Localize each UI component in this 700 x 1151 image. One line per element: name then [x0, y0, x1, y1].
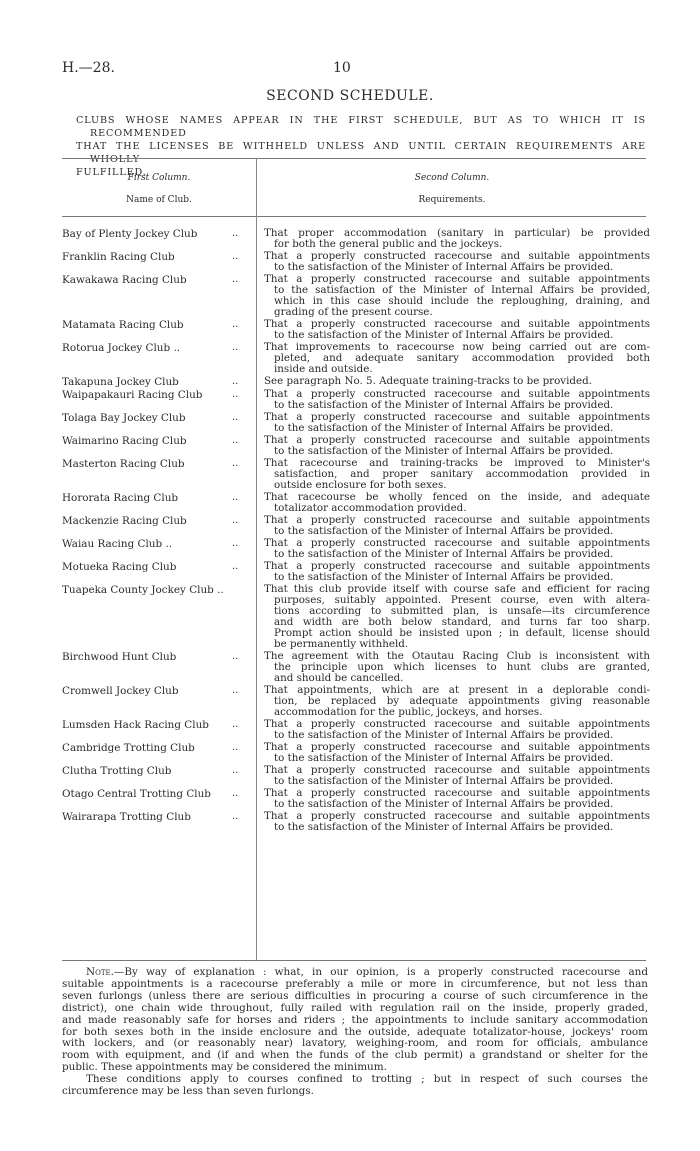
requirement-cell	[256, 788, 650, 810]
requirement-line: That a properly constructed racecourse and suitable appointments	[264, 273, 650, 285]
explanatory-note	[62, 967, 648, 1098]
table-row	[62, 228, 650, 250]
requirement-line: to the satisfaction of the Minister of Internal Affairs be provided.	[274, 548, 614, 560]
requirement-line: That a properly constructed racecourse and suitable appointments	[264, 560, 650, 572]
club-name: Motueka Racing Club	[62, 561, 177, 573]
requirement-line: pleted, and adequate sanitary accommodation provided both	[274, 352, 650, 364]
leader-dots: ..	[232, 376, 239, 387]
requirement-line: to the satisfaction of the Minister of Internal Affairs be provided.	[274, 821, 614, 833]
club-name-cell	[62, 435, 256, 457]
club-name-cell	[62, 561, 256, 583]
table-row	[62, 412, 650, 434]
club-name: Bay of Plenty Jockey Club	[62, 228, 198, 240]
requirement-line: totalizator accommodation provided.	[274, 502, 467, 514]
requirement-cell	[256, 458, 650, 491]
requirement-line: to the satisfaction of the Minister of Internal Affairs be provided.	[274, 571, 614, 583]
requirement-cell	[256, 584, 650, 650]
club-name: Waimarino Racing Club	[62, 435, 187, 447]
requirement-line: to the satisfaction of the Minister of Internal Affairs be provided.	[274, 798, 614, 810]
note-line: district), one chain wide throughout, fully railed with regulation rail on the inside, properly graded,	[62, 1001, 648, 1014]
requirement-line: to the satisfaction of the Minister of Internal Affairs be provided.	[274, 329, 614, 341]
requirement-line: That a properly constructed racecourse and suitable appointments	[264, 434, 650, 446]
club-name: Matamata Racing Club	[62, 319, 184, 331]
note-line: room with equipment, and (if and when the funds of the club permit) a grandstand or shelter for the	[62, 1049, 648, 1062]
requirement-line: That a properly constructed racecourse and suitable appointments	[264, 764, 650, 776]
club-name-cell	[62, 251, 256, 273]
requirement-line: and should be cancelled.	[274, 672, 404, 684]
note-line: public. These appointments may be considered the minimum.	[62, 1061, 387, 1074]
club-name-cell	[62, 584, 256, 650]
leader-dots: ..	[232, 228, 239, 239]
requirement-line: accommodation for the public, jockeys, and horses.	[274, 706, 543, 718]
second-column-name: Requirements.	[418, 195, 486, 205]
intro-line: CLUBS WHOSE NAMES APPEAR IN THE FIRST SCHEDULE, BUT AS TO WHICH IT IS RECOMMENDED	[76, 115, 646, 139]
table-row	[62, 319, 650, 341]
note-line: for both sexes both in the inside enclosure and the outside, adequate totalizator-house, jockeys' room	[62, 1025, 648, 1038]
requirement-cell	[256, 319, 650, 341]
club-name-cell	[62, 389, 256, 411]
requirement-line: That this club provide itself with course safe and efficient for racing	[264, 583, 650, 595]
schedule-title: SECOND SCHEDULE.	[266, 88, 434, 104]
club-name-cell	[62, 458, 256, 491]
requirement-line: and width are both below standard, and turns far too sharp.	[274, 616, 650, 628]
note-line: These conditions apply to courses confined to trotting ; but in respect of such courses the	[86, 1073, 648, 1086]
club-name: Waipapakauri Racing Club	[62, 389, 203, 401]
requirement-line: See paragraph No. 5. Adequate training-tracks to be provided.	[264, 375, 592, 387]
table-row	[62, 458, 650, 491]
requirement-cell	[256, 435, 650, 457]
leader-dots: ..	[232, 742, 239, 753]
leader-dots: ..	[232, 538, 239, 549]
leader-dots: ..	[232, 719, 239, 730]
leader-dots: ..	[232, 458, 239, 469]
table-row	[62, 274, 650, 318]
club-name-cell	[62, 319, 256, 341]
table-row	[62, 788, 650, 810]
club-name: Tuapeka County Jockey Club ..	[62, 584, 224, 596]
requirement-line: to the satisfaction of the Minister of Internal Affairs be provided.	[274, 445, 614, 457]
first-column-name: Name of Club.	[126, 195, 192, 205]
table-row	[62, 251, 650, 273]
club-name-cell	[62, 742, 256, 764]
intro-line: THAT THE LICENSES BE WITHHELD UNLESS AND UNTIL CERTAIN REQUIREMENTS ARE WHOLLY	[76, 141, 646, 165]
table-row	[62, 685, 650, 718]
club-name: Kawakawa Racing Club	[62, 274, 187, 286]
requirement-line: be permanently withheld.	[274, 638, 409, 650]
table-row	[62, 742, 650, 764]
note-line: and made reasonably safe for horses and riders ; the appointments to include sanitary accommodation	[62, 1013, 648, 1026]
requirement-line: The agreement with the Otautau Racing Club is inconsistent with	[264, 650, 650, 662]
table-top-rule	[62, 158, 646, 159]
requirement-line: to the satisfaction of the Minister of Internal Affairs be provided.	[274, 422, 614, 434]
club-name: Cambridge Trotting Club	[62, 742, 195, 754]
leader-dots: ..	[232, 685, 239, 696]
club-name-cell	[62, 685, 256, 718]
requirement-line: to the satisfaction of the Minister of Internal Affairs be provided.	[274, 261, 614, 273]
requirement-line: That a properly constructed racecourse and suitable appointments	[264, 718, 650, 730]
club-name-cell	[62, 342, 256, 375]
requirement-line: outside enclosure for both sexes.	[274, 479, 447, 491]
requirement-line: That improvements to racecourse now being carried out are com-	[264, 341, 650, 353]
table-row	[62, 584, 650, 650]
requirement-line: That a properly constructed racecourse and suitable appointments	[264, 787, 650, 799]
club-name-cell	[62, 492, 256, 514]
leader-dots: ..	[232, 492, 239, 503]
requirement-cell	[256, 251, 650, 273]
table-row	[62, 811, 650, 833]
table-bottom-rule	[62, 960, 646, 961]
requirement-cell	[256, 389, 650, 411]
leader-dots: ..	[232, 561, 239, 572]
first-column-label: First Column.	[127, 173, 191, 183]
note-label: Note.	[86, 966, 114, 978]
leader-dots: ..	[232, 515, 239, 526]
requirement-line: That appointments, which are at present in a deplorable condi-	[264, 684, 650, 696]
table-row	[62, 342, 650, 375]
requirement-cell	[256, 811, 650, 833]
requirement-line: to the satisfaction of the Minister of Internal Affairs be provided,	[274, 284, 650, 296]
requirement-cell	[256, 742, 650, 764]
table-row	[62, 765, 650, 787]
requirement-line: That a properly constructed racecourse and suitable appointments	[264, 810, 650, 822]
leader-dots: ..	[232, 788, 239, 799]
club-name: Otago Central Trotting Club	[62, 788, 211, 800]
requirement-line: to the satisfaction of the Minister of Internal Affairs be provided.	[274, 752, 614, 764]
requirement-line: That racecourse and training-tracks be improved to Minister's	[264, 457, 650, 469]
leader-dots: ..	[232, 342, 239, 353]
requirement-line: That proper accommodation (sanitary in particular) be provided	[264, 227, 650, 239]
requirement-cell	[256, 515, 650, 537]
requirement-line: purposes, suitably appointed. Present course, even with altera-	[274, 594, 650, 606]
requirement-cell	[256, 719, 650, 741]
requirement-cell	[256, 492, 650, 514]
club-name-cell	[62, 651, 256, 684]
requirement-line: That a properly constructed racecourse and suitable appointments	[264, 250, 650, 262]
table-row	[62, 561, 650, 583]
club-name: Wairarapa Trotting Club	[62, 811, 191, 823]
club-name: Clutha Trotting Club	[62, 765, 172, 777]
requirement-cell	[256, 538, 650, 560]
requirement-line: That racecourse be wholly fenced on the inside, and adequate	[264, 491, 650, 503]
club-name-cell	[62, 412, 256, 434]
table-header-rule	[62, 216, 646, 217]
requirement-line: grading of the present course.	[274, 306, 433, 318]
table-row	[62, 492, 650, 514]
requirement-cell	[256, 685, 650, 718]
note-line: seven furlongs (unless there are serious difficulties in procuring a course of such circumference in the	[62, 989, 648, 1002]
club-name: Takapuna Jockey Club	[62, 376, 179, 388]
leader-dots: ..	[232, 435, 239, 446]
table-row	[62, 651, 650, 684]
requirement-line: to the satisfaction of the Minister of Internal Affairs be provided.	[274, 729, 614, 741]
leader-dots: ..	[232, 651, 239, 662]
club-name: Masterton Racing Club	[62, 458, 185, 470]
requirement-line: to the satisfaction of the Minister of Internal Affairs be provided.	[274, 775, 614, 787]
table-row	[62, 376, 650, 388]
requirement-line: satisfaction, and proper sanitary accommodation provided in	[274, 468, 650, 480]
requirement-line: to the satisfaction of the Minister of Internal Affairs be provided.	[274, 525, 614, 537]
intro-line: FULFILLED.	[76, 167, 147, 178]
requirement-line: for both the general public and the jockeys.	[274, 238, 503, 250]
club-name: Mackenzie Racing Club	[62, 515, 187, 527]
club-name: Birchwood Hunt Club	[62, 651, 177, 663]
requirement-line: which in this case should include the reploughing, draining, and	[274, 295, 650, 307]
club-name-cell	[62, 538, 256, 560]
club-name: Rotorua Jockey Club ..	[62, 342, 181, 354]
table-row	[62, 719, 650, 741]
leader-dots: ..	[232, 765, 239, 776]
note-line: suitable appointments is a racecourse preferably a mile or more in circumference, but not less than	[62, 977, 648, 990]
leader-dots: ..	[232, 389, 239, 400]
requirement-line: That a properly constructed racecourse and suitable appointments	[264, 411, 650, 423]
club-name-cell	[62, 228, 256, 250]
leader-dots: ..	[232, 811, 239, 822]
second-column-label: Second Column.	[414, 173, 490, 183]
club-name-cell	[62, 788, 256, 810]
requirement-line: tions according to submitted plan, is unsafe—its circumference	[274, 605, 650, 617]
page-number: 10	[333, 60, 351, 76]
requirement-cell	[256, 765, 650, 787]
club-name: Lumsden Hack Racing Club	[62, 719, 209, 731]
table-row	[62, 538, 650, 560]
leader-dots: ..	[232, 251, 239, 262]
note-line: Note.—By way of explanation : what, in our opinion, is a properly constructed racecourse and	[86, 966, 648, 978]
club-name: Hororata Racing Club	[62, 492, 179, 504]
requirement-cell	[256, 561, 650, 583]
first-column-header	[62, 167, 256, 211]
table-row	[62, 515, 650, 537]
club-name: Franklin Racing Club	[62, 251, 175, 263]
requirement-line: That a properly constructed racecourse and suitable appointments	[264, 318, 650, 330]
requirement-cell	[256, 651, 650, 684]
table-row	[62, 435, 650, 457]
club-name: Cromwell Jockey Club	[62, 685, 179, 697]
report-code: H.—28.	[62, 60, 115, 76]
requirement-line: That a properly constructed racecourse and suitable appointments	[264, 741, 650, 753]
requirement-line: Prompt action should be insisted upon ; in default, license should	[274, 627, 650, 639]
leader-dots: ..	[232, 412, 239, 423]
requirement-line: to the satisfaction of the Minister of Internal Affairs be provided.	[274, 399, 614, 411]
requirement-cell	[256, 342, 650, 375]
leader-dots: ..	[232, 274, 239, 285]
note-line: with lockers, and (or reasonably near) lavatory, weighing-room, and room for officials, ambulance	[62, 1037, 648, 1050]
leader-dots: ..	[232, 319, 239, 330]
club-name-cell	[62, 376, 256, 388]
requirement-cell	[256, 412, 650, 434]
second-column-header	[256, 167, 648, 211]
requirement-cell	[256, 274, 650, 318]
club-name-cell	[62, 274, 256, 318]
club-name: Waiau Racing Club ..	[62, 538, 173, 550]
requirement-line: That a properly constructed racecourse and suitable appointments	[264, 388, 650, 400]
requirement-line: inside and outside.	[274, 363, 373, 375]
club-name-cell	[62, 765, 256, 787]
requirement-line: tion, be replaced by adequate appointments giving reasonable	[274, 695, 650, 707]
requirement-line: That a properly constructed racecourse and suitable appointments	[264, 537, 650, 549]
club-name-cell	[62, 515, 256, 537]
requirement-cell	[256, 376, 650, 388]
club-name-cell	[62, 811, 256, 833]
schedule-table	[62, 228, 650, 833]
requirement-line: That a properly constructed racecourse and suitable appointments	[264, 514, 650, 526]
club-name: Tolaga Bay Jockey Club	[62, 412, 186, 424]
note-line: circumference may be less than seven furlongs.	[62, 1085, 314, 1098]
club-name-cell	[62, 719, 256, 741]
table-row	[62, 389, 650, 411]
requirement-cell	[256, 228, 650, 250]
requirement-line: the principle upon which licenses to hunt clubs are granted,	[274, 661, 650, 673]
